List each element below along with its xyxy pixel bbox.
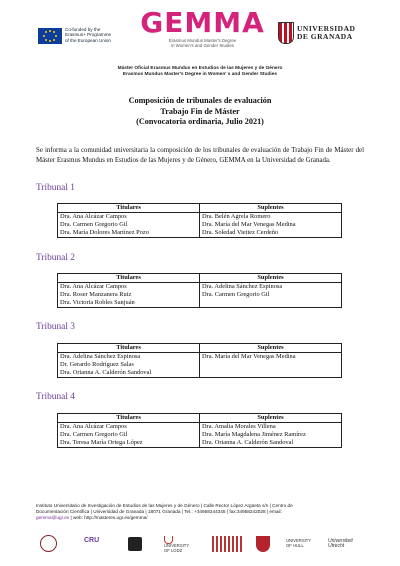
tribunal-2-table — [57, 273, 342, 308]
titulares-cell: Dra. Adelina Sánchez Espinosa Dr. Gerardo Rodríguez Salas Dra. Orianna A. Calderón Sandoval — [58, 352, 200, 378]
footer-address-line-1: Instituto Universitario de Investigación de Estudios de las Mujeres y de Género | Calle Rector López Argüeta s/n | Centro de — [36, 503, 293, 508]
tribunal-3-heading: Tribunal 3 — [36, 322, 75, 332]
master-title-en: Erasmus Mundus Master's Degree in Women' s and Gender Studies — [122, 72, 278, 77]
suplentes-cell: Dra. María del Mar Venegas Medina — [200, 352, 342, 378]
partner-seal-icon — [40, 535, 57, 552]
column-suplentes: Suplentes — [200, 204, 342, 213]
tribunal-4-heading: Tribunal 4 — [36, 392, 75, 402]
tribunal-4-table — [57, 413, 342, 448]
partner-crest-icon — [256, 536, 270, 552]
ugr-crest-icon — [278, 22, 294, 44]
eu-flag-icon — [38, 28, 62, 44]
tribunal-1-heading: Tribunal 1 — [36, 183, 75, 193]
column-titulares: Titulares — [58, 204, 200, 213]
hull-logo: UNIVERSITY OF HULL — [286, 538, 312, 548]
eu-funding-label: Co-funded by the Erasmus+ Programme of the European Union — [65, 27, 112, 43]
tribunal-1-table — [57, 203, 342, 238]
column-suplentes: Suplentes — [200, 344, 342, 353]
footer-address-line-2: Documentación Científica | Universidad de Granada | 18071 Granada | Tel.: +34958244345 | fax:34958242028 | email: — [36, 509, 282, 514]
column-titulares: Titulares — [58, 414, 200, 423]
partner-emblem-icon — [128, 537, 142, 551]
suplentes-cell: Dra. Amalia Morales Villena Dra. María Magdalena Jiménez Ramírez Dra. Orianna A. Calderón Sandoval — [200, 422, 342, 448]
titulares-cell: Dra. Ana Alcázar Campos Dra. Carmen Gregorio Gil Dra. Teresa María Ortega López — [58, 422, 200, 448]
titulares-cell: Dra. Ana Alcázar Campos Dra. Roser Manzanera Ruiz Dra. Victoria Robles Sanjuán — [58, 282, 200, 308]
document-title: Composición de tribunales de evaluación Trabajo Fin de Máster (Convocatoria ordinaria, Julio 2021) — [128, 96, 272, 126]
gemma-logo: GEMMA Erasmus Mundus Master's Degree in Women's and Gender Studies — [140, 6, 265, 48]
column-suplentes: Suplentes — [200, 414, 342, 423]
tribunal-2-heading: Tribunal 2 — [36, 253, 75, 263]
ugr-logo-text: UNIVERSIDAD DE GRANADA — [297, 24, 356, 41]
suplentes-cell: Dra. Adelina Sánchez Espinosa Dra. Carmen Gregorio Gil — [200, 282, 342, 308]
footer-email-link[interactable]: gemma@ugr.es — [36, 515, 70, 520]
footer-web-link[interactable]: | web: http://masteres.ugr.es/gemma/ — [69, 515, 148, 520]
utrecht-logo: Universiteit Utrecht — [328, 538, 353, 549]
partner-building-icon — [212, 536, 242, 552]
column-titulares: Titulares — [58, 274, 200, 283]
intro-paragraph: Se informa a la comunidad universitaria la composición de los tribunales de evaluación de Trabajo Fin de Máster del Máster Erasmus Mundus en Estudios de las Mujeres y de Género, GEMMA en la Universidad de Granada. — [36, 147, 364, 164]
master-title-es: Máster Oficial Erasmus Mundus en Estudios de las Mujeres y de Género — [117, 66, 283, 71]
lodz-logo: UNIVERSITY OF LODZ — [164, 536, 196, 554]
footer-contact — [36, 503, 366, 521]
suplentes-cell: Dra. Belén Agrela Romero Dra. María del Mar Venegas Medina Dra. Soledad Vieitez Cerdeño — [200, 212, 342, 238]
tribunal-3-table — [57, 343, 342, 378]
column-titulares: Titulares — [58, 344, 200, 353]
partner-logos — [36, 535, 366, 557]
column-suplentes: Suplentes — [200, 274, 342, 283]
cru-logo: CRU — [84, 537, 100, 544]
titulares-cell: Dra. Ana Alcázar Campos Dra. Carmen Gregorio Gil Dra. María Dolores Martínez Pozo — [58, 212, 200, 238]
